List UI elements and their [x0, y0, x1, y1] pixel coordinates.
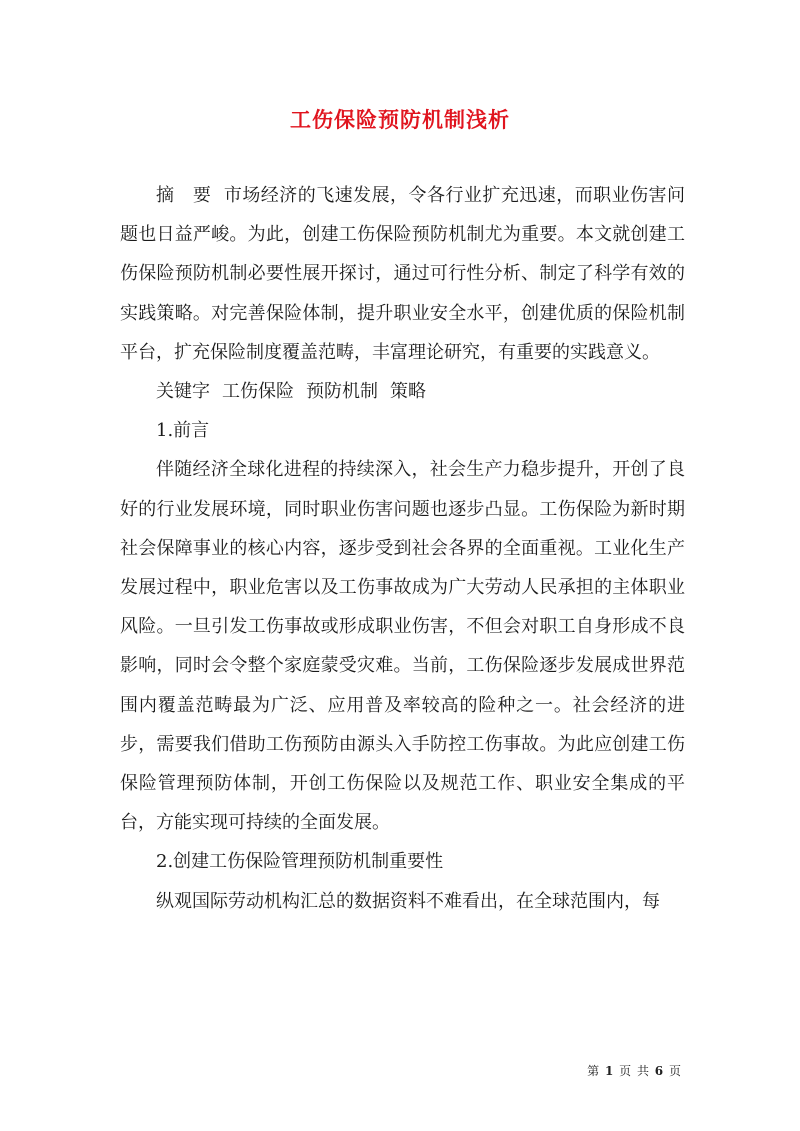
footer-total-pages: 6: [654, 1064, 665, 1078]
keyword-item: 策略: [390, 381, 426, 403]
document-body: [120, 176, 685, 921]
keywords-label: 关键字: [156, 381, 210, 403]
abstract-text: 市场经济的飞速发展，令各行业扩充迅速，而职业伤害问题也日益严峻。为此，创建工伤保险预防机制尤为重要。本文就创建工伤保险预防机制必要性展开探讨，通过可行性分析、制定了科学有效的实践策略。对完善保险体制，提升职业安全水平，创建优质的保险机制平台，扩充保险制度覆盖范畴，丰富理论研究，有重要的实践意义。: [120, 185, 686, 363]
abstract-label: 摘 要: [156, 185, 212, 206]
footer-prefix: 第: [587, 1064, 601, 1078]
abstract-paragraph: [120, 176, 685, 372]
footer-middle: 页 共: [619, 1064, 650, 1078]
importance-paragraph: 纵观国际劳动机构汇总的数据资料不难看出，在全球范围内，每: [156, 890, 660, 912]
keyword-item: 预防机制: [306, 381, 378, 403]
section-heading-intro: 1.前言: [156, 420, 210, 442]
section-heading-importance: 2.创建工伤保险管理预防机制重要性: [156, 851, 444, 873]
intro-paragraph: 伴随经济全球化进程的持续深入，社会生产力稳步提升，开创了良好的行业发展环境，同时职业伤害问题也逐步凸显。工伤保险为新时期社会保障事业的核心内容，逐步受到社会各界的全面重视。工业化生产发展过程中，职业危害以及工伤事故成为广大劳动人民承担的主体职业风险。一旦引发工伤事故或形成职业伤害，不但会对职工自身形成不良影响，同时会令整个家庭蒙受灾难。当前，工伤保险逐步发展成世界范围内覆盖范畴最为广泛、应用普及率较高的险种之一。社会经济的进步，需要我们借助工伤预防由源头入手防控工伤事故。为此应创建工伤保险管理预防体制，开创工伤保险以及规范工作、职业安全集成的平台，方能实现可持续的全面发展。: [120, 459, 685, 834]
footer-suffix: 页: [668, 1064, 682, 1078]
keywords-line: [120, 372, 685, 411]
keyword-item: 工伤保险: [222, 381, 294, 403]
footer-current-page: 1: [604, 1064, 615, 1078]
document-title: 工伤保险预防机制浅析: [290, 107, 510, 132]
page-footer: [587, 1062, 682, 1079]
